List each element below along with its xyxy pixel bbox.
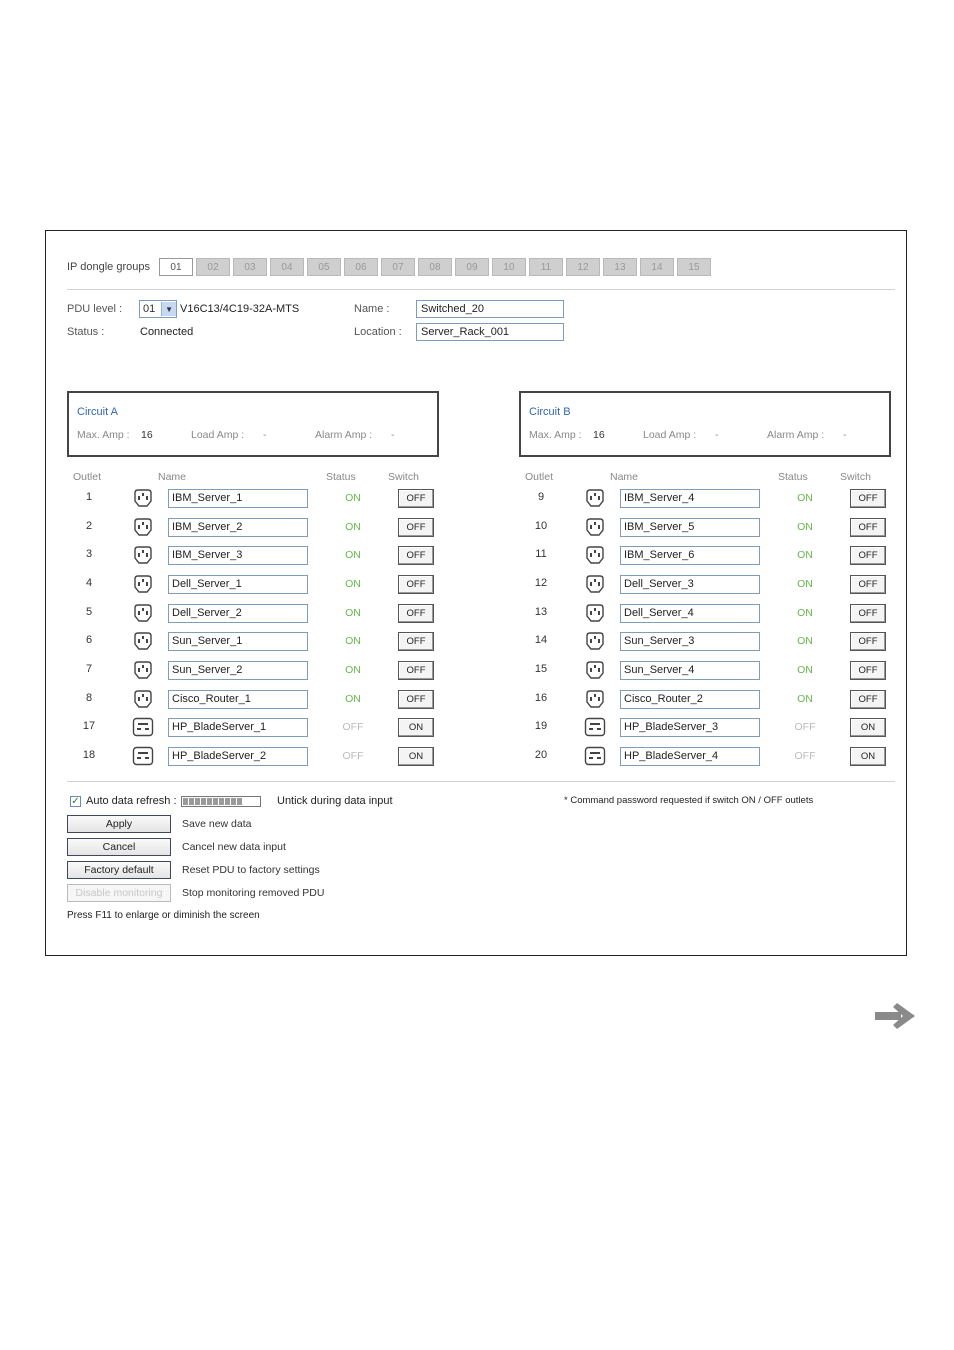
group-tab-01[interactable]: 01 <box>159 258 193 276</box>
c13-socket-icon <box>132 689 154 709</box>
outlet-number: 11 <box>535 548 547 561</box>
outlet-switch-button[interactable]: ON <box>850 718 886 737</box>
outlet-status: ON <box>345 606 361 619</box>
outlet-name-input[interactable]: IBM_Server_6 <box>620 546 760 565</box>
group-tab-04[interactable]: 04 <box>270 258 304 276</box>
outlet-name-input[interactable]: HP_BladeServer_2 <box>168 747 308 766</box>
outlet-number: 17 <box>82 720 96 733</box>
outlet-status: OFF <box>794 721 816 734</box>
outlet-switch-button[interactable]: OFF <box>850 632 886 651</box>
outlet-status: ON <box>797 635 813 648</box>
group-tab-13[interactable]: 13 <box>603 258 637 276</box>
progress-segment <box>207 798 212 805</box>
pdu-level-label: PDU level : <box>67 303 123 315</box>
header-name: Name <box>610 471 639 483</box>
outlet-switch-button[interactable]: OFF <box>850 518 886 537</box>
c13-socket-icon <box>132 603 154 623</box>
outlet-switch-button[interactable]: OFF <box>850 489 886 508</box>
outlet-switch-button[interactable]: OFF <box>398 489 434 508</box>
max-amp-value: 16 <box>593 429 605 441</box>
divider <box>67 781 895 782</box>
button-description: Save new data <box>182 818 252 830</box>
pdu-level-select[interactable] <box>139 300 177 318</box>
outlet-status: OFF <box>794 750 816 763</box>
outlet-status: ON <box>797 578 813 590</box>
outlet-switch-button[interactable]: OFF <box>398 661 434 680</box>
ip-dongle-groups-label: IP dongle groups <box>67 261 150 273</box>
button-description: Stop monitoring removed PDU <box>182 887 325 899</box>
load-amp-label: Load Amp : <box>643 429 697 441</box>
outlet-switch-button[interactable]: OFF <box>850 690 886 709</box>
c13-socket-icon <box>584 603 606 623</box>
outlet-switch-button[interactable]: OFF <box>398 546 434 565</box>
status-label: Status : <box>67 326 105 338</box>
c13-socket-icon <box>584 689 606 709</box>
alarm-amp-label: Alarm Amp : <box>315 429 373 441</box>
auto-refresh-label: Auto data refresh : <box>86 795 177 807</box>
c19-socket-icon <box>132 746 154 766</box>
outlet-number: 12 <box>534 577 548 589</box>
progress-segment <box>237 798 242 805</box>
location-label: Location : <box>354 326 402 338</box>
outlet-status: ON <box>797 692 813 705</box>
group-tab-02[interactable]: 02 <box>196 258 230 276</box>
circuit-title: Circuit A <box>77 406 118 418</box>
header-switch: Switch <box>388 471 419 483</box>
outlet-name-input[interactable]: Cisco_Router_1 <box>168 690 308 709</box>
outlet-name-input[interactable]: IBM_Server_5 <box>620 518 760 537</box>
max-amp-label: Max. Amp : <box>77 429 130 441</box>
divider <box>67 289 895 290</box>
outlet-name-input[interactable]: HP_BladeServer_4 <box>620 747 760 766</box>
outlet-status: ON <box>345 520 361 533</box>
max-amp-label: Max. Amp : <box>529 429 582 441</box>
c13-socket-icon <box>132 574 154 594</box>
chevron-down-icon[interactable]: ▼ <box>161 302 176 316</box>
outlet-switch-button[interactable]: ON <box>398 718 434 737</box>
outlet-name-input[interactable]: IBM_Server_1 <box>168 489 308 508</box>
group-tab-03[interactable]: 03 <box>233 258 267 276</box>
c13-socket-icon <box>584 574 606 594</box>
c13-socket-icon <box>132 660 154 680</box>
outlet-name-input[interactable]: Dell_Server_1 <box>168 575 308 594</box>
c13-socket-icon <box>584 488 606 508</box>
outlet-number: 5 <box>85 605 93 618</box>
outlet-number: 10 <box>534 519 548 532</box>
f11-note: Press F11 to enlarge or diminish the screen <box>67 910 260 921</box>
outlet-switch-button[interactable]: OFF <box>398 604 434 623</box>
outlet-name-input[interactable]: Sun_Server_3 <box>620 632 760 651</box>
outlet-status: ON <box>797 664 813 677</box>
progress-segment <box>219 798 224 805</box>
outlet-name-input[interactable]: Dell_Server_4 <box>620 604 760 623</box>
outlet-switch-button[interactable]: OFF <box>850 546 886 565</box>
c13-socket-icon <box>584 545 606 565</box>
outlet-status: OFF <box>342 750 364 763</box>
group-tab-14[interactable]: 14 <box>640 258 674 276</box>
circuit-a-box <box>67 391 439 457</box>
pdu-control-panel <box>45 230 907 956</box>
outlet-name-input[interactable]: Dell_Server_3 <box>620 575 760 594</box>
outlet-number: 18 <box>82 749 96 762</box>
header-outlet: Outlet <box>73 471 102 483</box>
outlet-name-input[interactable]: Dell_Server_2 <box>168 604 308 623</box>
factory-default-button[interactable]: Factory default <box>67 861 171 879</box>
header-status: Status <box>326 471 356 483</box>
outlet-number: 15 <box>534 663 548 676</box>
disable-monitoring-button[interactable]: Disable monitoring <box>67 884 171 902</box>
refresh-progress-bar <box>181 796 261 807</box>
progress-segment <box>231 798 236 805</box>
c13-socket-icon <box>132 488 154 508</box>
pdu-location-input[interactable]: Server_Rack_001 <box>416 323 564 341</box>
outlet-number: 1 <box>85 491 93 503</box>
progress-segment <box>183 798 188 805</box>
group-tab-11[interactable]: 11 <box>529 258 563 276</box>
name-label: Name : <box>354 303 390 315</box>
outlet-switch-button[interactable]: OFF <box>398 518 434 537</box>
c13-socket-icon <box>584 631 606 651</box>
alarm-amp-label: Alarm Amp : <box>767 429 825 441</box>
outlet-number: 6 <box>85 634 93 647</box>
outlet-number: 7 <box>85 663 93 676</box>
load-amp-value: - <box>715 429 719 441</box>
group-tab-09[interactable]: 09 <box>455 258 489 276</box>
group-tab-10[interactable]: 10 <box>492 258 526 276</box>
c13-socket-icon <box>584 517 606 537</box>
group-tab-06[interactable]: 06 <box>344 258 378 276</box>
auto-refresh-checkbox[interactable] <box>70 796 81 807</box>
outlet-status: OFF <box>342 721 364 734</box>
outlet-status: ON <box>345 692 361 705</box>
outlet-status: ON <box>797 492 813 504</box>
circuit-b-box <box>519 391 891 457</box>
pdu-model: V16C13/4C19-32A-MTS <box>180 303 300 315</box>
status-value: Connected <box>140 326 194 338</box>
outlet-name-input[interactable]: IBM_Server_3 <box>168 546 308 565</box>
outlet-name-input[interactable]: Sun_Server_1 <box>168 632 308 651</box>
outlet-switch-button[interactable]: OFF <box>850 575 886 594</box>
outlet-status: ON <box>345 578 361 590</box>
untick-note: Untick during data input <box>277 795 393 807</box>
cancel-button[interactable]: Cancel <box>67 838 171 856</box>
arrow-right-icon[interactable] <box>873 1000 917 1032</box>
outlet-number: 13 <box>534 605 548 618</box>
outlet-name-input[interactable]: HP_BladeServer_1 <box>168 718 308 737</box>
outlet-status: ON <box>345 635 361 648</box>
password-note: * Command password requested if switch ON / OFF outlets <box>564 795 814 806</box>
header-outlet: Outlet <box>525 471 554 483</box>
outlet-number: 16 <box>534 691 548 704</box>
circuit-title: Circuit B <box>529 406 571 418</box>
outlet-switch-button[interactable]: OFF <box>398 632 434 651</box>
button-description: Cancel new data input <box>182 841 286 853</box>
progress-segment <box>189 798 194 805</box>
header-status: Status <box>778 471 808 483</box>
group-tab-12[interactable]: 12 <box>566 258 600 276</box>
outlet-name-input[interactable]: Sun_Server_4 <box>620 661 760 680</box>
check-icon: ✓ <box>71 795 80 807</box>
outlet-number: 14 <box>534 634 548 647</box>
outlet-number: 4 <box>85 577 93 589</box>
header-name: Name <box>158 471 187 483</box>
outlet-name-input[interactable]: Cisco_Router_2 <box>620 690 760 709</box>
c19-socket-icon <box>584 717 606 737</box>
apply-button[interactable]: Apply <box>67 815 171 833</box>
group-tab-05[interactable]: 05 <box>307 258 341 276</box>
group-tab-08[interactable]: 08 <box>418 258 452 276</box>
button-description: Reset PDU to factory settings <box>182 864 320 876</box>
alarm-amp-value: - <box>391 429 395 441</box>
c13-socket-icon <box>132 545 154 565</box>
outlet-number: 9 <box>537 491 545 503</box>
c13-socket-icon <box>132 517 154 537</box>
max-amp-value: 16 <box>141 429 153 441</box>
outlet-number: 19 <box>534 720 548 733</box>
ip-dongle-groups <box>67 257 714 277</box>
c13-socket-icon <box>132 631 154 651</box>
outlet-name-input[interactable]: IBM_Server_2 <box>168 518 308 537</box>
outlet-switch-button[interactable]: OFF <box>850 661 886 680</box>
outlet-name-input[interactable]: HP_BladeServer_3 <box>620 718 760 737</box>
outlet-name-input[interactable]: IBM_Server_4 <box>620 489 760 508</box>
c19-socket-icon <box>584 746 606 766</box>
outlet-switch-button[interactable]: OFF <box>850 604 886 623</box>
header-switch: Switch <box>840 471 871 483</box>
outlet-switch-button[interactable]: OFF <box>398 575 434 594</box>
pdu-name-input[interactable]: Switched_20 <box>416 300 564 318</box>
group-tab-07[interactable]: 07 <box>381 258 415 276</box>
outlet-status: ON <box>345 549 361 562</box>
outlet-switch-button[interactable]: ON <box>850 747 886 766</box>
progress-segment <box>201 798 206 805</box>
outlet-number: 3 <box>85 548 93 561</box>
progress-segment <box>225 798 230 805</box>
pdu-level-value: 01 <box>143 303 156 315</box>
group-tabs <box>159 258 714 276</box>
c13-socket-icon <box>584 660 606 680</box>
progress-segment <box>195 798 200 805</box>
c19-socket-icon <box>132 717 154 737</box>
outlet-switch-button[interactable]: ON <box>398 747 434 766</box>
outlet-status: ON <box>797 549 813 562</box>
load-amp-label: Load Amp : <box>191 429 245 441</box>
outlet-status: ON <box>797 520 813 533</box>
outlet-status: ON <box>797 606 813 619</box>
outlet-number: 20 <box>534 749 548 762</box>
outlet-number: 8 <box>85 691 93 704</box>
group-tab-15[interactable]: 15 <box>677 258 711 276</box>
progress-segment <box>213 798 218 805</box>
load-amp-value: - <box>263 429 267 441</box>
outlet-status: ON <box>345 664 361 677</box>
outlet-status: ON <box>345 492 361 504</box>
outlet-name-input[interactable]: Sun_Server_2 <box>168 661 308 680</box>
alarm-amp-value: - <box>843 429 847 441</box>
outlet-switch-button[interactable]: OFF <box>398 690 434 709</box>
outlet-number: 2 <box>85 519 93 532</box>
